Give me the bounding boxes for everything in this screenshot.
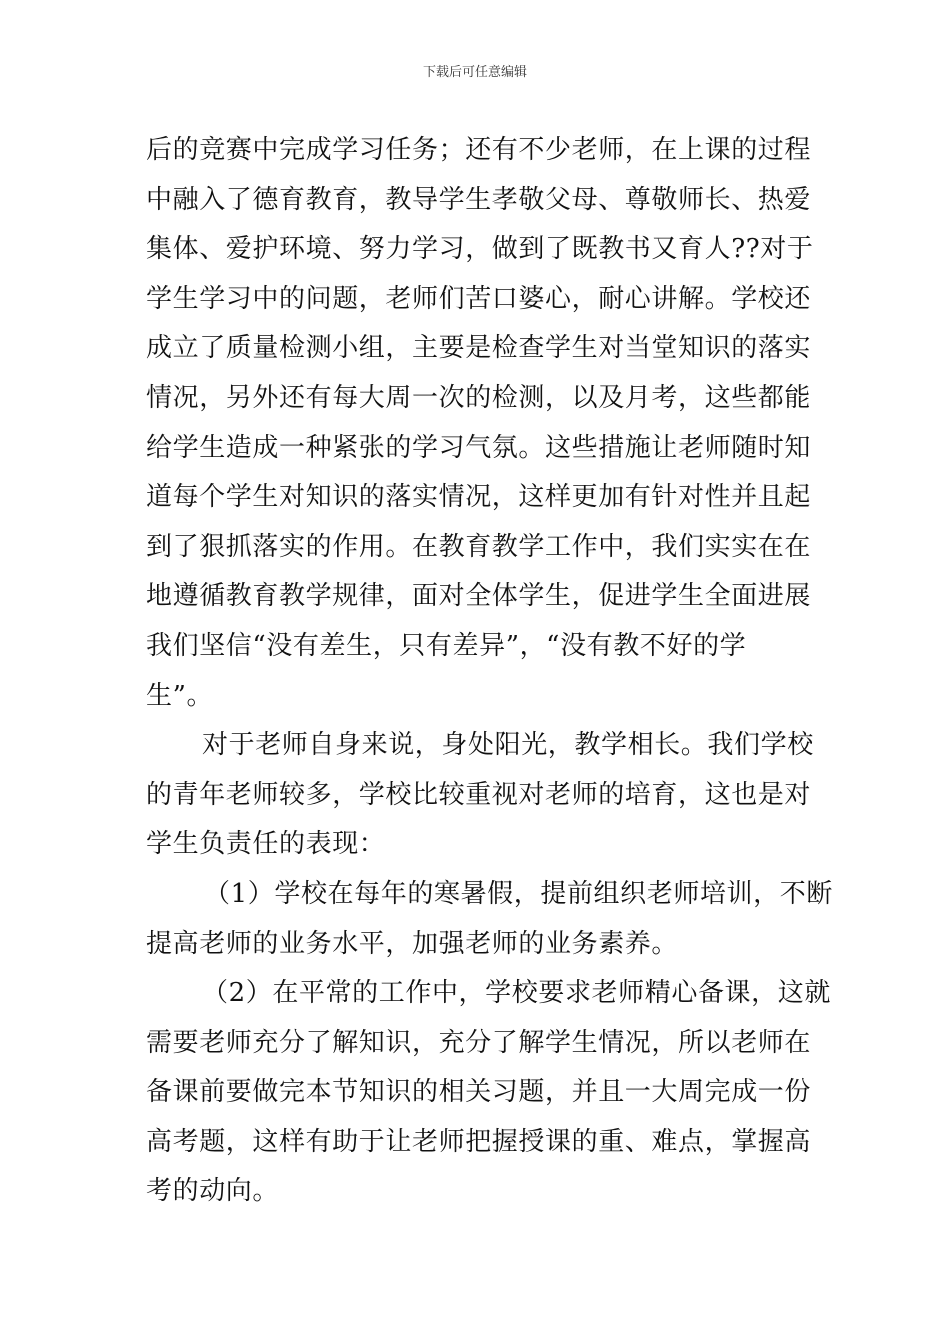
text-line: 情况，另外还有每大周一次的检测，以及月考，这些都能 — [146, 382, 812, 413]
text-line: 中融入了德育教育，教导学生孝敬父母、尊敬师长、热爱 — [146, 184, 812, 215]
page-header: 下载后可任意编辑 — [422, 65, 527, 80]
paragraph-start-line: 对于老师自身来说，身处阳光，教学相长。我们学校 — [202, 730, 814, 761]
list-item-2-start-line: （2）在平常的工作中，学校要求老师精心备课，这就 — [202, 978, 831, 1009]
text-line: 备课前要做完本节知识的相关习题，并且一大周完成一份 — [146, 1077, 812, 1108]
text-line: 成立了质量检测小组，主要是检查学生对当堂知识的落实 — [146, 333, 812, 364]
text-line: 生”。 — [146, 680, 214, 711]
text-line: 我们坚信“没有差生，只有差异”，“没有教不好的学 — [146, 630, 747, 661]
text-line: 道每个学生对知识的落实情况，这样更加有针对性并且起 — [146, 482, 812, 513]
text-line: 后的竞赛中完成学习任务；还有不少老师，在上课的过程 — [146, 135, 812, 165]
text-line: 提高老师的业务水平，加强老师的业务素养。 — [146, 928, 679, 959]
text-line: 的青年老师较多，学校比较重视对老师的培育，这也是对 — [146, 779, 812, 810]
text-line: 高考题，这样有助于让老师把握授课的重、难点，掌握高 — [146, 1126, 812, 1157]
text-line: 需要老师充分了解知识，充分了解学生情况，所以老师在 — [146, 1027, 812, 1058]
text-line: 考的动向。 — [146, 1176, 280, 1207]
text-line: 地遵循教育教学规律，面对全体学生，促进学生全面进展 — [146, 581, 812, 612]
text-line: 集体、爱护环境、努力学习，做到了既教书又育人??对于 — [146, 234, 814, 265]
text-line: 学生负责任的表现： — [146, 829, 386, 860]
list-item-1-start-line: （1）学校在每年的寒暑假，提前组织老师培训，不断 — [204, 878, 833, 909]
document-body — [146, 126, 833, 1217]
text-line: 学生学习中的问题，老师们苦口婆心，耐心讲解。学校还 — [146, 283, 812, 314]
text-line: 到了狠抓落实的作用。在教育教学工作中，我们实实在在 — [146, 531, 812, 562]
text-line: 给学生造成一种紧张的学习气氛。这些措施让老师随时知 — [146, 432, 812, 463]
